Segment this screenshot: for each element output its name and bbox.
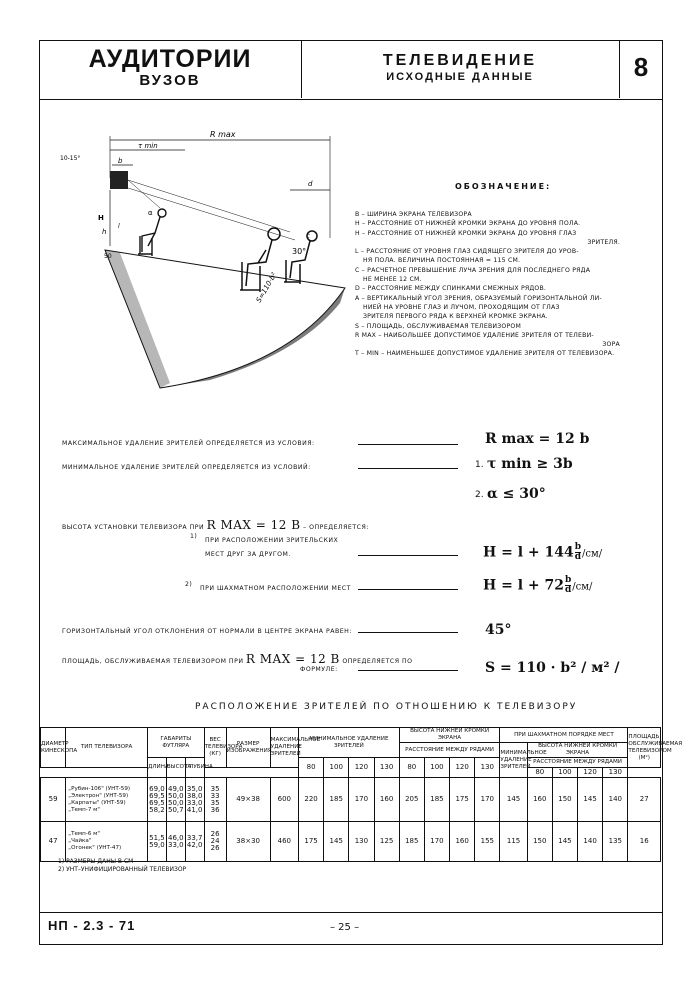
cell-value: 33,7 <box>186 833 203 842</box>
legend-list <box>355 210 655 359</box>
tv-type-name: „Огонек" (УНТ-47) <box>68 845 122 851</box>
leader-line <box>358 670 458 671</box>
distance-50-label: 50 <box>104 253 112 260</box>
case-2-number: 2) <box>185 581 193 588</box>
case-1-unit: /см/ <box>582 548 603 560</box>
area-formula-label: S=110·b² <box>254 271 279 304</box>
case-2-frac-den: d <box>565 585 572 595</box>
legend-line: НЕ МЕНЕЕ 12 СМ. <box>363 276 422 284</box>
service-area-hatch <box>160 288 345 388</box>
angle-30-label: 30° <box>292 247 307 256</box>
header-area: ПЛОЩАДЬ, ОБСЛУЖИВАЕМАЯ ТЕЛЕВИЗОРОМ (М²) <box>628 728 661 768</box>
footnote-2: 2) УНТ–УНИФИЦИРОВАННЫЙ ТЕЛЕВИЗОР <box>58 866 187 873</box>
cell-value: 59,0 <box>149 840 165 849</box>
header-diameter: ДИАМЕТР КИНЕСКОПА <box>41 728 66 768</box>
rear-viewer-figure-2 <box>284 231 317 284</box>
row-height <box>166 778 185 822</box>
row-min-120: 130 <box>349 822 374 862</box>
row-chess-120: 140 <box>578 822 603 862</box>
legend-line: НИЕЙ НА УРОВНЕ ГЛАЗ И ЛУЧОМ, ПРОХОДЯЩИМ ОТ ГЛАЗ <box>363 303 560 311</box>
cell-value: 38,0 <box>186 791 203 800</box>
sheet-number-cell <box>619 40 663 98</box>
legend-line: S – ПЛОЩАДЬ, ОБСЛУЖИВАЕМАЯ ТЕЛЕВИЗОРОМ <box>355 322 522 330</box>
header-screen-height: ВЫСОТА НИЖНЕЙ КРОМКИ ЭКРАНА <box>399 728 500 743</box>
row-chess-100: 145 <box>552 822 577 862</box>
center-title: ТЕЛЕВИДЕНИЕ <box>382 52 538 69</box>
tv-type-name: „Рубин-106" (УНТ-59) <box>68 785 131 792</box>
cell-value: 36 <box>210 805 220 814</box>
sight-ray-lower <box>128 188 295 240</box>
row-chess-120: 145 <box>578 778 603 822</box>
b-label: b <box>118 157 123 165</box>
legend-line: ЗРИТЕЛЯ. <box>587 238 620 246</box>
row-area: 27 <box>628 778 661 822</box>
height-text-b: – ОПРЕДЕЛЯЕТСЯ: <box>303 524 369 531</box>
chess-col-80: 80 <box>527 768 552 778</box>
row-hs-100: 170 <box>424 822 449 862</box>
header-height: ВЫСОТА <box>166 758 185 778</box>
hs-col-100: 100 <box>424 758 449 778</box>
legend-line: Τ – MIN – НАИМЕНЬШЕЕ ДОПУСТИМОЕ УДАЛЕНИЕ ЗРИТЕЛЯ ОТ ТЕЛЕВИЗОРА. <box>355 350 615 358</box>
page-number: – 25 – <box>330 922 360 933</box>
hs-col-120: 120 <box>450 758 475 778</box>
leader-line <box>358 444 458 445</box>
height-text-start <box>62 518 369 532</box>
case-1-frac-num: b <box>574 542 582 552</box>
cell-value: 42,0 <box>186 840 203 849</box>
title-center-cell <box>301 40 620 98</box>
row-weight <box>204 822 226 862</box>
case-1-formula <box>483 543 602 562</box>
cell-value: 58,2 <box>149 805 165 814</box>
legend-line: Α – ВЕРТИКАЛЬНЫЙ УГОЛ ЗРЕНИЯ, ОБРАЗУЕМЫЙ ГОРИЗОНТАЛЬНОЙ ЛИ- <box>355 294 602 302</box>
leader-line <box>358 589 458 590</box>
legend-line: C – РАСЧЕТНОЕ ПРЕВЫШЕНИЕ ЛУЧА ЗРЕНИЯ ДЛЯ ПОСЛЕДНЕГО РЯДА <box>355 266 591 274</box>
row-hs-130: 170 <box>475 778 500 822</box>
sheet-number: 8 <box>633 52 649 82</box>
row-height <box>166 822 185 862</box>
min-col-80: 80 <box>298 758 323 778</box>
cell-value: 33 <box>210 791 220 800</box>
case-1-frac-den: d <box>574 552 582 562</box>
tv-placement-table <box>40 727 683 862</box>
leader-line <box>358 632 458 633</box>
footer-code: НП - 2.3 - 71 <box>48 918 136 933</box>
cell-value: 69,5 <box>149 791 165 800</box>
row-types <box>66 822 148 862</box>
header-row-spacing: РАССТОЯНИЕ МЕЖДУ РЯДАМИ <box>399 743 500 758</box>
max-distance-formula: R max = 12 b <box>485 431 590 447</box>
case-2-formula <box>483 576 592 595</box>
header-chess-min: МИНИМАЛЬНОЕ УДАЛЕНИЕ ЗРИТЕЛЕЙ <box>500 743 527 778</box>
row-hs-120: 175 <box>450 778 475 822</box>
sight-ray-upper <box>128 180 290 232</box>
min-distance-text: МИНИМАЛЬНОЕ УДАЛЕНИЕ ЗРИТЕЛЕЙ ОПРЕДЕЛЯЕТСЯ ИЗ УСЛОВИЙ: <box>62 464 311 471</box>
d-label: d <box>308 180 313 188</box>
left-subtitle: ВУЗОВ <box>139 72 201 89</box>
row-min-100: 185 <box>324 778 349 822</box>
row-width <box>147 778 166 822</box>
row-depth <box>185 822 204 862</box>
row-image-size: 49×38 <box>226 778 270 822</box>
center-subtitle: ИСХОДНЫЕ ДАННЫЕ <box>386 71 534 83</box>
min-condition-1-number: 1. <box>475 460 484 470</box>
case-2-unit: /см/ <box>572 581 593 593</box>
row-weight <box>204 778 226 822</box>
area-rmax: R MAX = 12 B <box>245 652 340 666</box>
min-col-100: 100 <box>324 758 349 778</box>
header-case-dims: ГАБАРИТЫ ФУТЛЯРА <box>147 728 204 758</box>
chess-col-130: 130 <box>603 768 628 778</box>
tv-type-name: „Темп-6 м" <box>68 831 100 837</box>
header-depth: ГЛУБИНА <box>185 758 204 778</box>
min-condition-2-formula: α ≤ 30° <box>487 486 546 502</box>
header-width: ДЛИНА <box>147 758 166 778</box>
cell-value: 35 <box>210 798 220 807</box>
row-chess-min: 115 <box>500 822 527 862</box>
tv-type-name: „Электрон" (УНТ-59) <box>68 792 129 799</box>
header-chess: ПРИ ШАХМАТНОМ ПОРЯДКЕ МЕСТ <box>500 728 628 743</box>
viewing-geometry-diagram <box>60 128 350 388</box>
row-types <box>66 778 148 822</box>
footnote-1: 1) РАЗМЕРЫ ДАНЫ В СМ <box>58 858 134 865</box>
row-chess-min: 145 <box>500 778 527 822</box>
horizontal-angle-text: ГОРИЗОНТАЛЬНЫЙ УГОЛ ОТКЛОНЕНИЯ ОТ НОРМАЛИ В ЦЕНТРЕ ЭКРАНА РАВЕН: <box>62 628 352 635</box>
area-text-b: ОПРЕДЕЛЯЕТСЯ ПО <box>342 658 413 665</box>
cell-value: 51,5 <box>149 833 165 842</box>
left-title: АУДИТОРИИ <box>88 45 252 73</box>
max-distance-text: МАКСИМАЛЬНОЕ УДАЛЕНИЕ ЗРИТЕЛЕЙ ОПРЕДЕЛЯЕТСЯ ИЗ УСЛОВИЯ: <box>62 440 315 447</box>
header-chess-rows: РАССТОЯНИЕ МЕЖДУ РЯДАМИ <box>527 758 628 768</box>
cell-value: 33,0 <box>186 798 203 807</box>
case-1-line-1: ПРИ РАСПОЛОЖЕНИИ ЗРИТЕЛЬСКИХ <box>205 537 339 544</box>
table-row <box>41 778 661 822</box>
row-min-80: 220 <box>298 778 323 822</box>
leader-line <box>358 555 458 556</box>
title-block <box>39 40 663 100</box>
height-rmax: R MAX = 12 B <box>206 518 301 532</box>
table-row <box>41 822 661 862</box>
hs-col-80: 80 <box>399 758 424 778</box>
row-image-size: 38×30 <box>226 822 270 862</box>
tv-type-name: „Чайка" <box>68 838 92 844</box>
row-area: 16 <box>628 822 661 862</box>
chess-col-120: 120 <box>578 768 603 778</box>
header-image-size: РАЗМЕР ИЗОБРАЖЕНИЯ <box>226 728 270 768</box>
rmax-label: R max <box>210 130 236 139</box>
case-2-formula-main: H = l + 72 <box>483 577 564 594</box>
area-text-a: ПЛОЩАДЬ, ОБСЛУЖИВАЕМАЯ ТЕЛЕВИЗОРОМ ПРИ <box>62 658 244 665</box>
cell-value: 24 <box>210 837 220 845</box>
legend-title: ОБОЗНАЧЕНИЕ: <box>455 182 552 191</box>
row-min-130: 125 <box>374 822 399 862</box>
row-chess-100: 150 <box>552 778 577 822</box>
h-small-label: h <box>102 228 107 236</box>
min-col-120: 120 <box>349 758 374 778</box>
legend-line: НЯ ПОЛА. ВЕЛИЧИНА ПОСТОЯННАЯ = 115 СМ. <box>363 257 521 265</box>
legend-line: H – РАССТОЯНИЕ ОТ НИЖНЕЙ КРОМКИ ЭКРАНА ДО УРОВНЯ ГЛАЗ <box>355 229 577 237</box>
tv-type-name: „Карпаты" (УНТ-59) <box>68 799 126 806</box>
row-chess-130: 135 <box>603 822 628 862</box>
footer-divider <box>39 912 663 913</box>
header-min-distance: МИНИМАЛЬНОЕ УДАЛЕНИЕ ЗРИТЕЛЕЙ <box>298 728 399 758</box>
floor-hatch <box>105 250 170 388</box>
cell-value: 41,0 <box>186 805 203 814</box>
case-1-formula-main: H = l + 144 <box>483 544 574 561</box>
row-min-80: 175 <box>298 822 323 862</box>
cell-value: 46,0 <box>167 833 184 842</box>
legend-line: B – ШИРИНА ЭКРАНА ТЕЛЕВИЗОРА <box>355 211 472 218</box>
cell-value: 50,0 <box>167 798 184 807</box>
legend-line: L – РАССТОЯНИЕ ОТ УРОВНЯ ГЛАЗ СИДЯЩЕГО ЗРИТЕЛЯ ДО УРОВ- <box>355 248 579 256</box>
area-text-c: ФОРМУЛЕ: <box>300 666 338 673</box>
legend-line: D – РАССТОЯНИЕ МЕЖДУ СПИНКАМИ СМЕЖНЫХ РЯДОВ. <box>355 285 547 293</box>
cell-value: 69,0 <box>149 784 165 793</box>
cell-value: 69,5 <box>149 798 165 807</box>
header-tv-type: ТИП ТЕЛЕВИЗОРА <box>66 728 148 768</box>
row-depth <box>185 778 204 822</box>
cell-value: 26 <box>210 844 220 852</box>
min-condition-1-formula: τ min ≥ 3b <box>487 456 573 472</box>
legend-line: ЗРИТЕЛЯ ПЕРВОГО РЯДА К ВЕРХНЕЙ КРОМКЕ ЭКРАНА. <box>363 313 548 321</box>
cell-value: 26 <box>210 830 220 838</box>
row-hs-100: 185 <box>424 778 449 822</box>
row-chess-80: 160 <box>527 778 552 822</box>
case-1-line-2: МЕСТ ДРУГ ЗА ДРУГОМ. <box>205 551 291 558</box>
cell-value: 35,0 <box>186 784 203 793</box>
row-hs-80: 205 <box>399 778 424 822</box>
legend-line: H – РАССТОЯНИЕ ОТ НИЖНЕЙ КРОМКИ ЭКРАНА ДО УРОВНЯ ПОЛА. <box>355 220 581 228</box>
row-diameter: 47 <box>41 822 66 862</box>
area-formula: S = 110 · b² / м² / <box>485 660 620 676</box>
row-hs-130: 155 <box>475 822 500 862</box>
hs-col-130: 130 <box>475 758 500 778</box>
legend-line: R MAX – НАИБОЛЬШЕЕ ДОПУСТИМОЕ УДАЛЕНИЕ ЗРИТЕЛЯ ОТ ТЕЛЕВИ- <box>355 331 594 339</box>
c-label: c <box>306 232 310 240</box>
title-left-cell <box>39 40 302 98</box>
row-chess-130: 140 <box>603 778 628 822</box>
tv-type-name: „Темп-7 м" <box>68 806 100 813</box>
case-1-number: 1) <box>190 533 198 540</box>
sight-ray-first-row <box>128 180 160 208</box>
row-min-120: 170 <box>349 778 374 822</box>
cell-value: 50,0 <box>167 791 184 800</box>
horizontal-angle-value: 45° <box>485 622 512 638</box>
tv-set-icon <box>110 171 128 189</box>
min-col-130: 130 <box>374 758 399 778</box>
row-min-130: 160 <box>374 778 399 822</box>
header-chess-height: ВЫСОТА НИЖНЕЙ КРОМКИ ЭКРАНА <box>527 743 628 758</box>
height-text-a: ВЫСОТА УСТАНОВКИ ТЕЛЕВИЗОРА ПРИ <box>62 524 205 531</box>
row-hs-120: 160 <box>450 822 475 862</box>
case-2-frac-num: b <box>565 575 572 585</box>
table-title: РАСПОЛОЖЕНИЕ ЗРИТЕЛЕЙ ПО ОТНОШЕНИЮ К ТЕЛЕВИЗОРУ <box>195 702 578 712</box>
row-diameter: 59 <box>41 778 66 822</box>
row-width <box>147 822 166 862</box>
cell-value: 50,7 <box>167 805 184 814</box>
leader-line <box>358 468 458 469</box>
row-min-100: 145 <box>324 822 349 862</box>
chess-col-100: 100 <box>552 768 577 778</box>
row-max-distance: 460 <box>270 822 298 862</box>
header-weight: ВЕС ТЕЛЕВИЗОРА (КГ) <box>204 728 226 768</box>
header-max-distance: МАКСИМАЛЬНОЕ УДАЛЕНИЕ ЗРИТЕЛЕЙ <box>270 728 298 768</box>
alpha-label: α <box>148 209 153 217</box>
row-max-distance: 600 <box>270 778 298 822</box>
min-condition-2-number: 2. <box>475 490 484 500</box>
case-2-line-1: ПРИ ШАХМАТНОМ РАСПОЛОЖЕНИИ МЕСТ <box>200 585 351 592</box>
tmin-label: τ min <box>138 142 158 150</box>
tilt-angle-label: 10-15° <box>60 155 81 162</box>
cell-value: 33,0 <box>167 840 184 849</box>
row-hs-80: 185 <box>399 822 424 862</box>
legend-line: ЗОРА <box>602 341 620 349</box>
cell-value: 49,0 <box>167 784 184 793</box>
row-chess-80: 150 <box>527 822 552 862</box>
cell-value: 35 <box>210 784 220 793</box>
area-text-start <box>62 652 413 666</box>
h-label: H <box>98 214 104 222</box>
l-label: l <box>118 223 120 230</box>
